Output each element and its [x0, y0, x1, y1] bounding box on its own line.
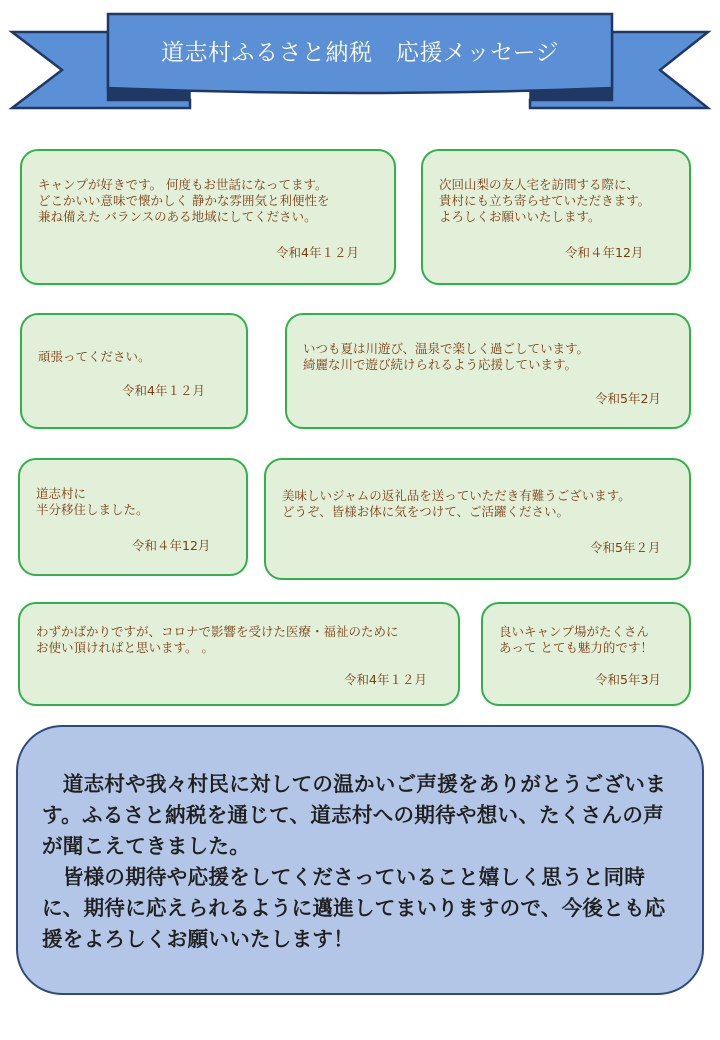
message-date: 令和5年2月	[595, 391, 661, 406]
message-text: キャンプが好きです。 何度もお世話になってます。 どこかいい意味で懐かしく 静かな雰囲気と利便性を 兼ね備えた バランスのある地域にしてください。	[38, 177, 330, 224]
page-title: 道志村ふるさと納税 応援メッセージ	[160, 40, 560, 66]
message-text: いつも夏は川遊び、温泉で楽しく過ごしています。 綺麗な川で遊び続けられるよう応援しています。	[303, 341, 590, 372]
message-text: 良いキャンプ場がたくさん あって とても魅力的です！	[499, 624, 653, 655]
message-date: 令和5年3月	[595, 672, 661, 687]
message-text: 美味しいジャムの返礼品を送っていただき有難うございます。 どうぞ、皆様お体に気をつけて、ご活躍ください。	[282, 488, 631, 519]
message-card	[264, 458, 691, 580]
message-date: 令和４年12月	[565, 245, 644, 260]
message-card	[421, 149, 691, 285]
title-banner	[0, 0, 720, 120]
message-card	[18, 458, 248, 576]
message-card	[285, 313, 691, 429]
message-card	[481, 602, 691, 706]
message-card	[20, 313, 248, 429]
message-date: 令和4年１２月	[344, 672, 427, 687]
message-card	[18, 602, 460, 706]
message-date: 令和4年１２月	[276, 245, 359, 260]
message-text: 次回山梨の友人宅を訪問する際に、 貴村にも立ち寄らせていただきます。 よろしくお願いいたします。	[439, 177, 651, 224]
message-date: 令和5年２月	[590, 540, 661, 555]
message-card	[20, 149, 396, 285]
message-text: わずかばかりですが、コロナで影響を受けた医療・福祉のために お使い頂ければと思います。 。	[36, 624, 399, 655]
message-text: 頑張ってください。	[38, 349, 151, 364]
closing-message-box	[16, 725, 704, 995]
closing-message-text: 道志村や我々村民に対しての温かいご声援をありがとうございます。ふるさと納税を通じて、道志村への期待や想い、たくさんの声が聞こえてきました。 皆様の期待や応援をしてくださっていること嬉しく思うと同時に、期待に応えられるように邁進してまいりますので、今後とも応援をよろしくお願いいたします！	[42, 772, 666, 951]
message-date: 令和４年12月	[132, 538, 211, 553]
message-date: 令和4年１２月	[122, 383, 205, 398]
message-text: 道志村に 半分移住しました。	[36, 486, 149, 517]
